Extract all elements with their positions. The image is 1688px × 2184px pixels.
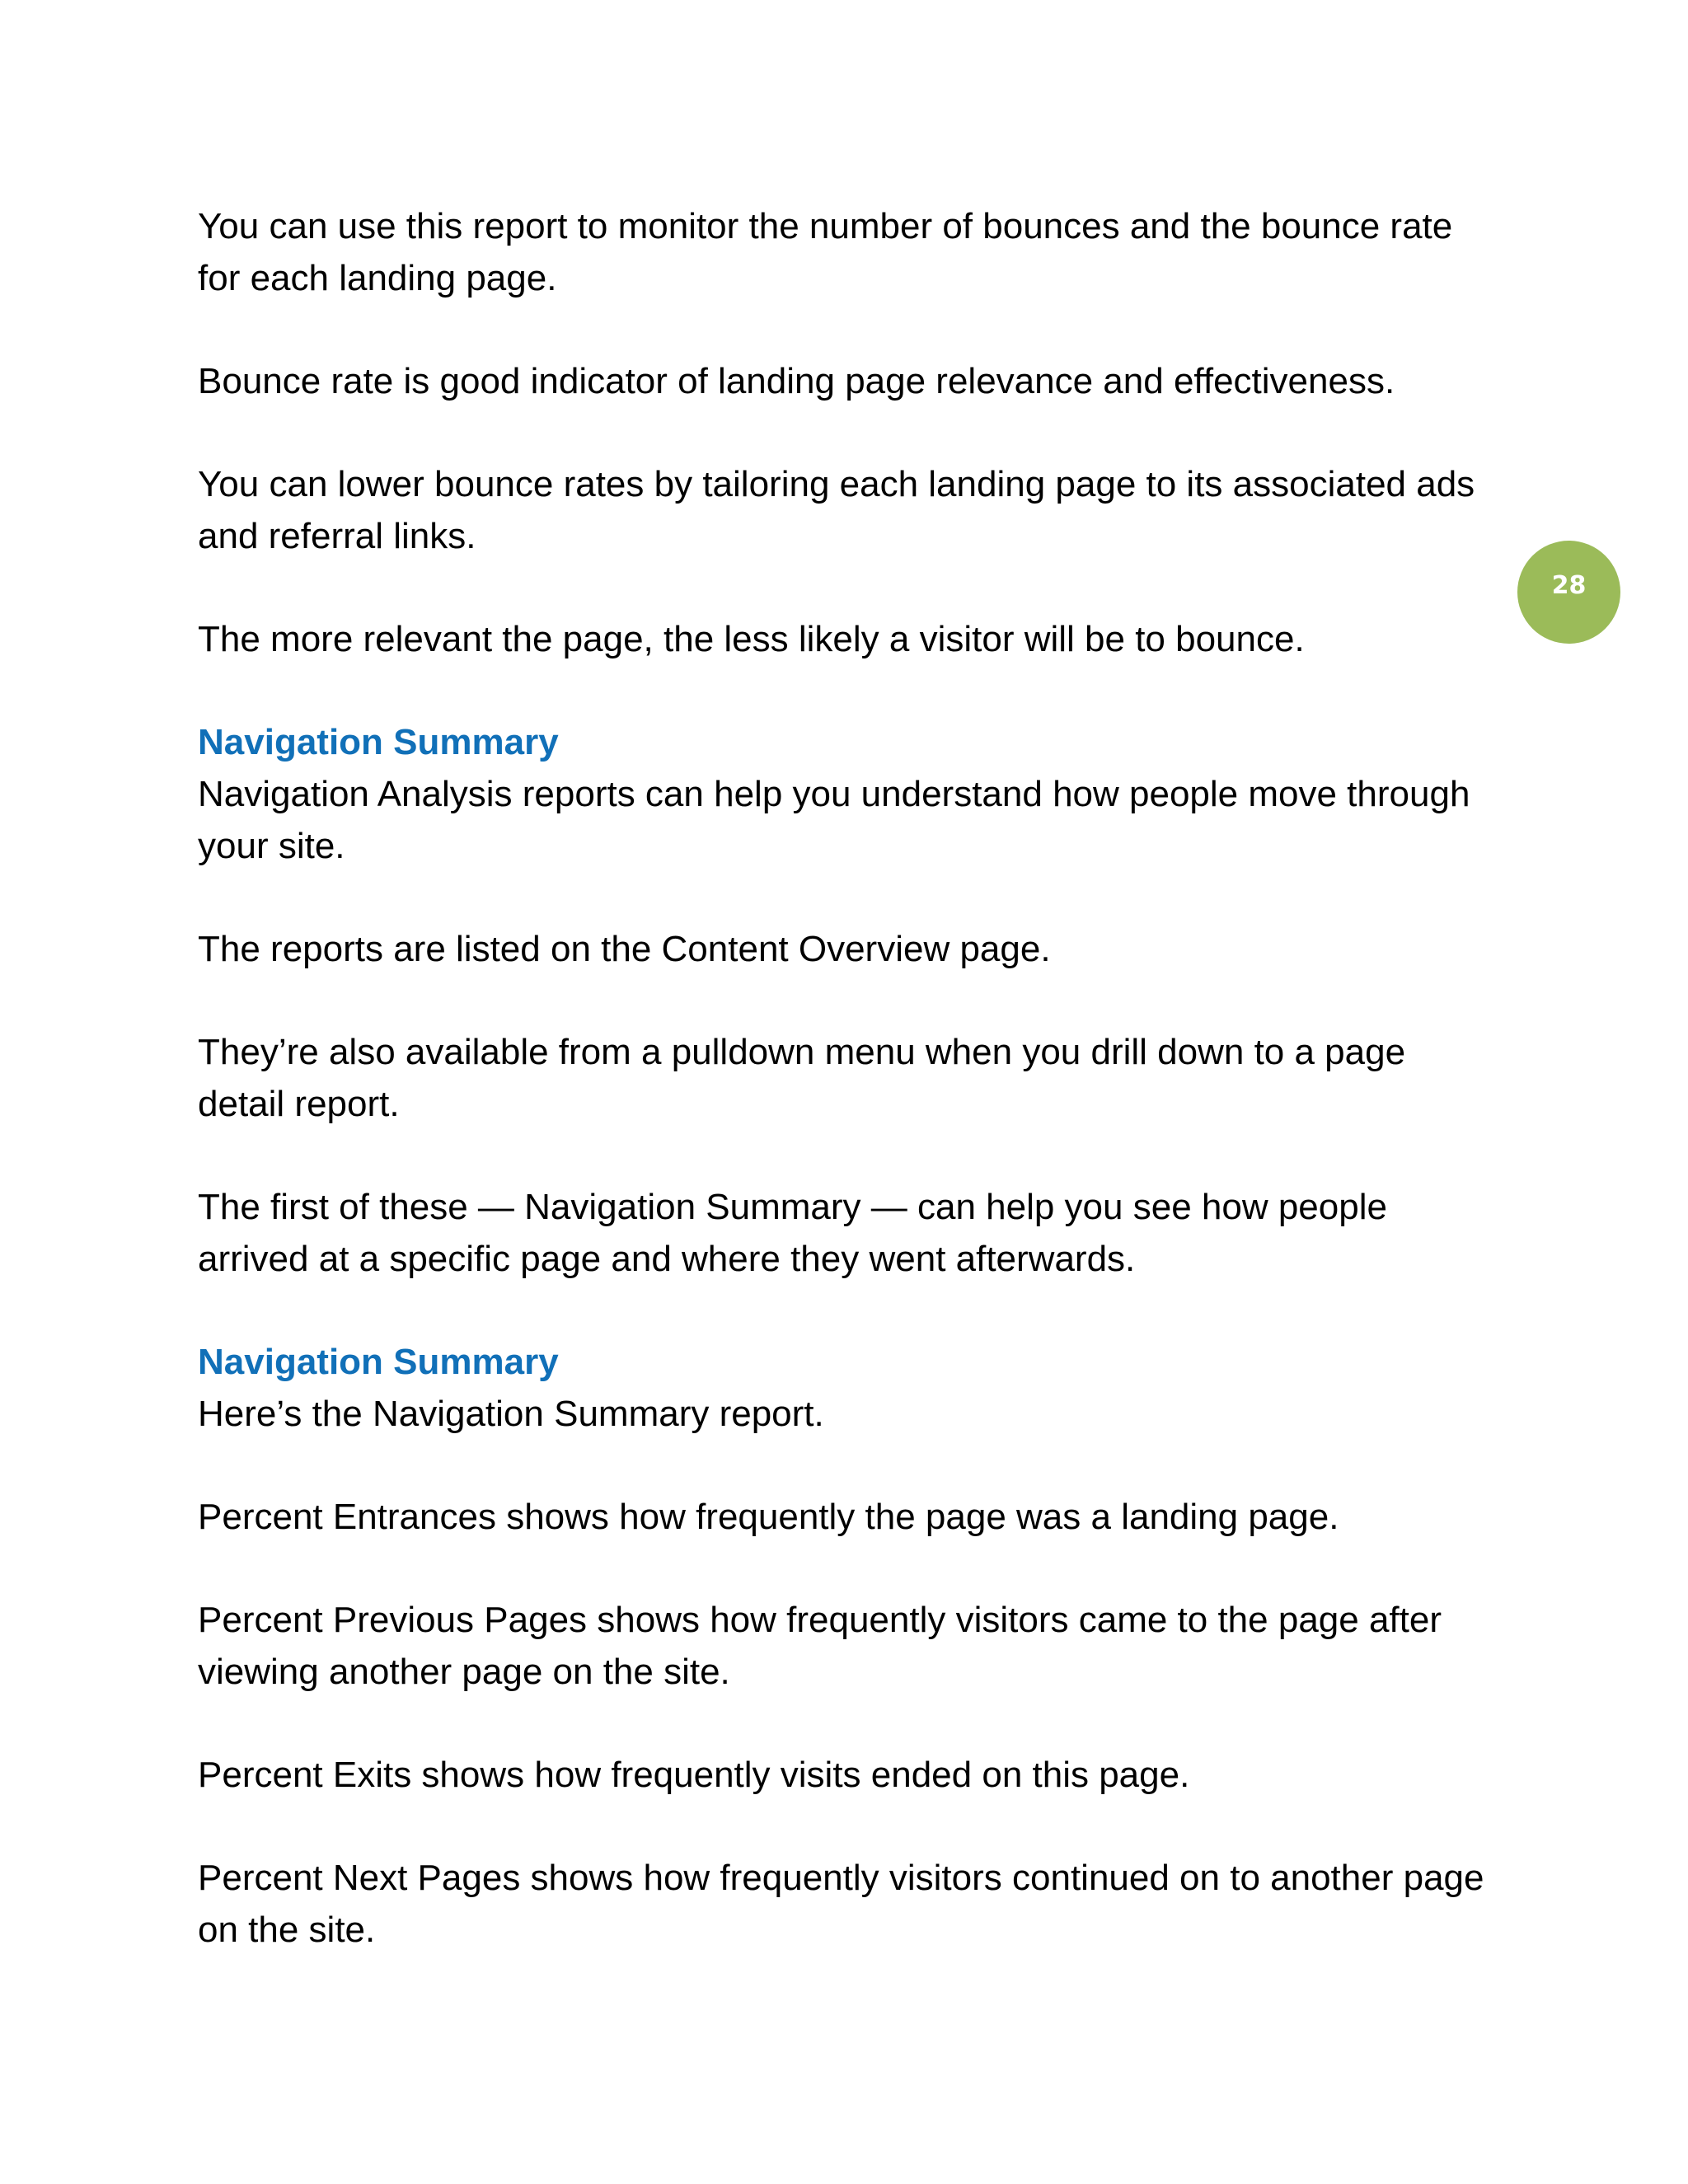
page-number-badge xyxy=(1517,541,1620,644)
paragraph-bounce-rate-indicator: Bounce rate is good indicator of landing page relevance and effectiveness. xyxy=(198,361,1395,401)
paragraph-percent-previous-pages: Percent Previous Pages shows how frequently visitors came to the page after viewing another page on the site. xyxy=(198,1600,1442,1692)
paragraph-bounce-report: You can use this report to monitor the number of bounces and the bounce rate for each landing page. xyxy=(198,206,1453,298)
paragraph-percent-entrances: Percent Entrances shows how frequently the page was a landing page. xyxy=(198,1497,1339,1537)
paragraph-lower-bounce-rates: You can lower bounce rates by tailoring each landing page to its associated ads and referral links. xyxy=(198,464,1475,556)
paragraph-report-intro: Here’s the Navigation Summary report. xyxy=(198,1394,824,1434)
page-number: 28 xyxy=(1551,571,1587,600)
page-content xyxy=(198,200,1500,2007)
paragraph-navigation-analysis: Navigation Analysis reports can help you understand how people move through your site. xyxy=(198,774,1470,866)
paragraph-pulldown-menu: They’re also available from a pulldown menu when you drill down to a page detail report. xyxy=(198,1032,1406,1124)
paragraph-percent-next-pages: Percent Next Pages shows how frequently visitors continued on to another page on the site. xyxy=(198,1858,1484,1950)
paragraph-percent-exits: Percent Exits shows how frequently visits ended on this page. xyxy=(198,1755,1190,1795)
section-heading-navigation-summary: Navigation Summary xyxy=(198,722,559,762)
section-heading-navigation-summary-2: Navigation Summary xyxy=(198,1342,559,1382)
paragraph-relevance: The more relevant the page, the less likely a visitor will be to bounce. xyxy=(198,619,1305,659)
paragraph-content-overview: The reports are listed on the Content Overview page. xyxy=(198,929,1051,969)
paragraph-first-report: The first of these — Navigation Summary — can help you see how people arrived at a specific page and where they went afterwards. xyxy=(198,1187,1387,1279)
